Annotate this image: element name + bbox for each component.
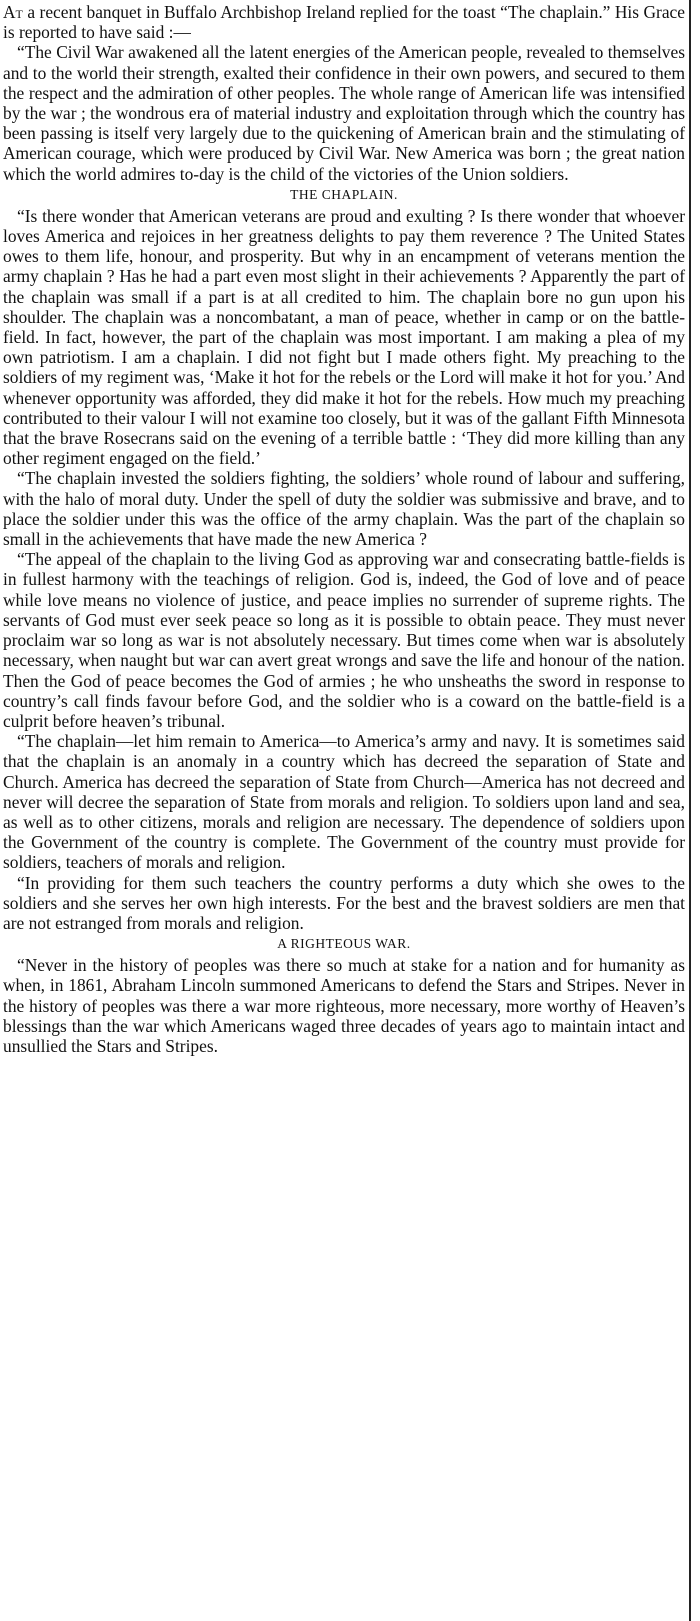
intro-paragraph — [3, 2, 685, 42]
paragraph-moral-duty: “The chaplain invested the soldiers fighting, the soldiers’ whole round of labour and suffering, with the halo of moral duty. Under the spell of duty the soldier was submissive and brave, and to place the soldier under this was the office of the army chaplain. Was the part of the chaplain so small in the achievements that have made the new America ? — [3, 468, 685, 550]
paragraph-teachers: “In providing for them such teachers the country performs a duty which she owes to the soldiers and she serves her own high interests. For the best and the bravest soldiers are men that are not estranged from morals and religion. — [3, 872, 685, 933]
section-heading-righteous-war: A RIGHTEOUS WAR. — [277, 936, 411, 952]
intro-first-word: At — [3, 2, 23, 22]
paragraph-separation: “The chaplain—let him remain to America—to America’s army and navy. It is sometimes said that the chaplain is an anomaly in a country which has decreed the separation of State and Church. America has decreed the separation of State from Church—America has not decreed and never will decree the separation of State from morals and religion. To soldiers upon land and sea, as well as to other citizens, morals and religion are necessary. The dependence of soldiers upon the Government of the country is complete. The Government of the country must provide for soldiers, teachers of morals and religion. — [3, 731, 685, 873]
column-rule — [689, 0, 691, 1621]
paragraph-appeal: “The appeal of the chaplain to the living God as approving war and consecrating battle-fields is in fullest harmony with the teachings of religion. God is, indeed, the God of love and of peace while love means no violence of justice, and peace implies no surrender of supreme rights. The servants of God must ever seek peace so long as it is possible to obtain peace. They must never proclaim war so long as war is not absolutely necessary. But times come when war is absolutely necessary, when naught but war can avert great wrongs and save the life and honour of the nation. Then the God of peace becomes the God of armies ; he who unsheaths the sword in response to country’s call finds favour before God, and the soldier who is a coward on the battle-field is a culprit before heaven’s tribunal. — [3, 549, 685, 731]
newspaper-column — [3, 2, 685, 1056]
section-heading-chaplain: THE CHAPLAIN. — [290, 186, 398, 202]
paragraph-civil-war: “The Civil War awakened all the latent energies of the American people, revealed to themselves and to the world their strength, exalted their confidence in their own powers, and secured to them the respect and the admiration of other peoples. The whole range of American life was intensified by the war ; the wondrous era of material industry and exploitation through which the country has been passing is itself very largely due to the quickening of American brain and the stimulating of American courage, which were produced by Civil War. New America was born ; the great nation which the world admires to-day is the child of the victories of the Union soldiers. — [3, 42, 685, 184]
paragraph-never: “Never in the history of peoples was there so much at stake for a nation and for humanity as when, in 1861, Abraham Lincoln summoned Americans to defend the Stars and Stripes. Never in the history of peoples was there a war more righteous, more necessary, more worthy of Heaven’s blessings than the war which Americans waged three decades of years ago to maintain intact and unsullied the Stars and Stripes. — [3, 955, 685, 1056]
intro-text: a recent banquet in Buffalo Archbishop Ireland replied for the toast “The chaplain.” His Grace is reported to have said :— — [3, 2, 685, 43]
paragraph-veterans: “Is there wonder that American veterans are proud and exulting ? Is there wonder that whoever loves America and rejoices in her greatness delights to pay them reverence ? The United States owes to them life, honour, and prosperity. But why in an encampment of veterans mention the army chaplain ? Has he had a part even most slight in their achievements ? Apparently the part of the chaplain was small if a part is at all credited to him. The chaplain bore no gun upon his shoulder. The chaplain was a noncombatant, a man of peace, whether in camp or on the battle-field. In fact, however, the part of the chaplain was most important. I am making a plea of my own patriotism. I am a chaplain. I did not fight but I made others fight. My preaching to the soldiers of my regiment was, ‘Make it hot for the rebels or the Lord will make it hot for you.’ And whenever opportunity was afforded, they did make it hot for the rebels. How much my preaching contributed to their valour I will not examine too closely, but it was of the gallant Fifth Minnesota that the brave Rosecrans said on the evening of a terrible battle : ‘They did more killing than any other regiment engaged on the field.’ — [3, 205, 685, 469]
